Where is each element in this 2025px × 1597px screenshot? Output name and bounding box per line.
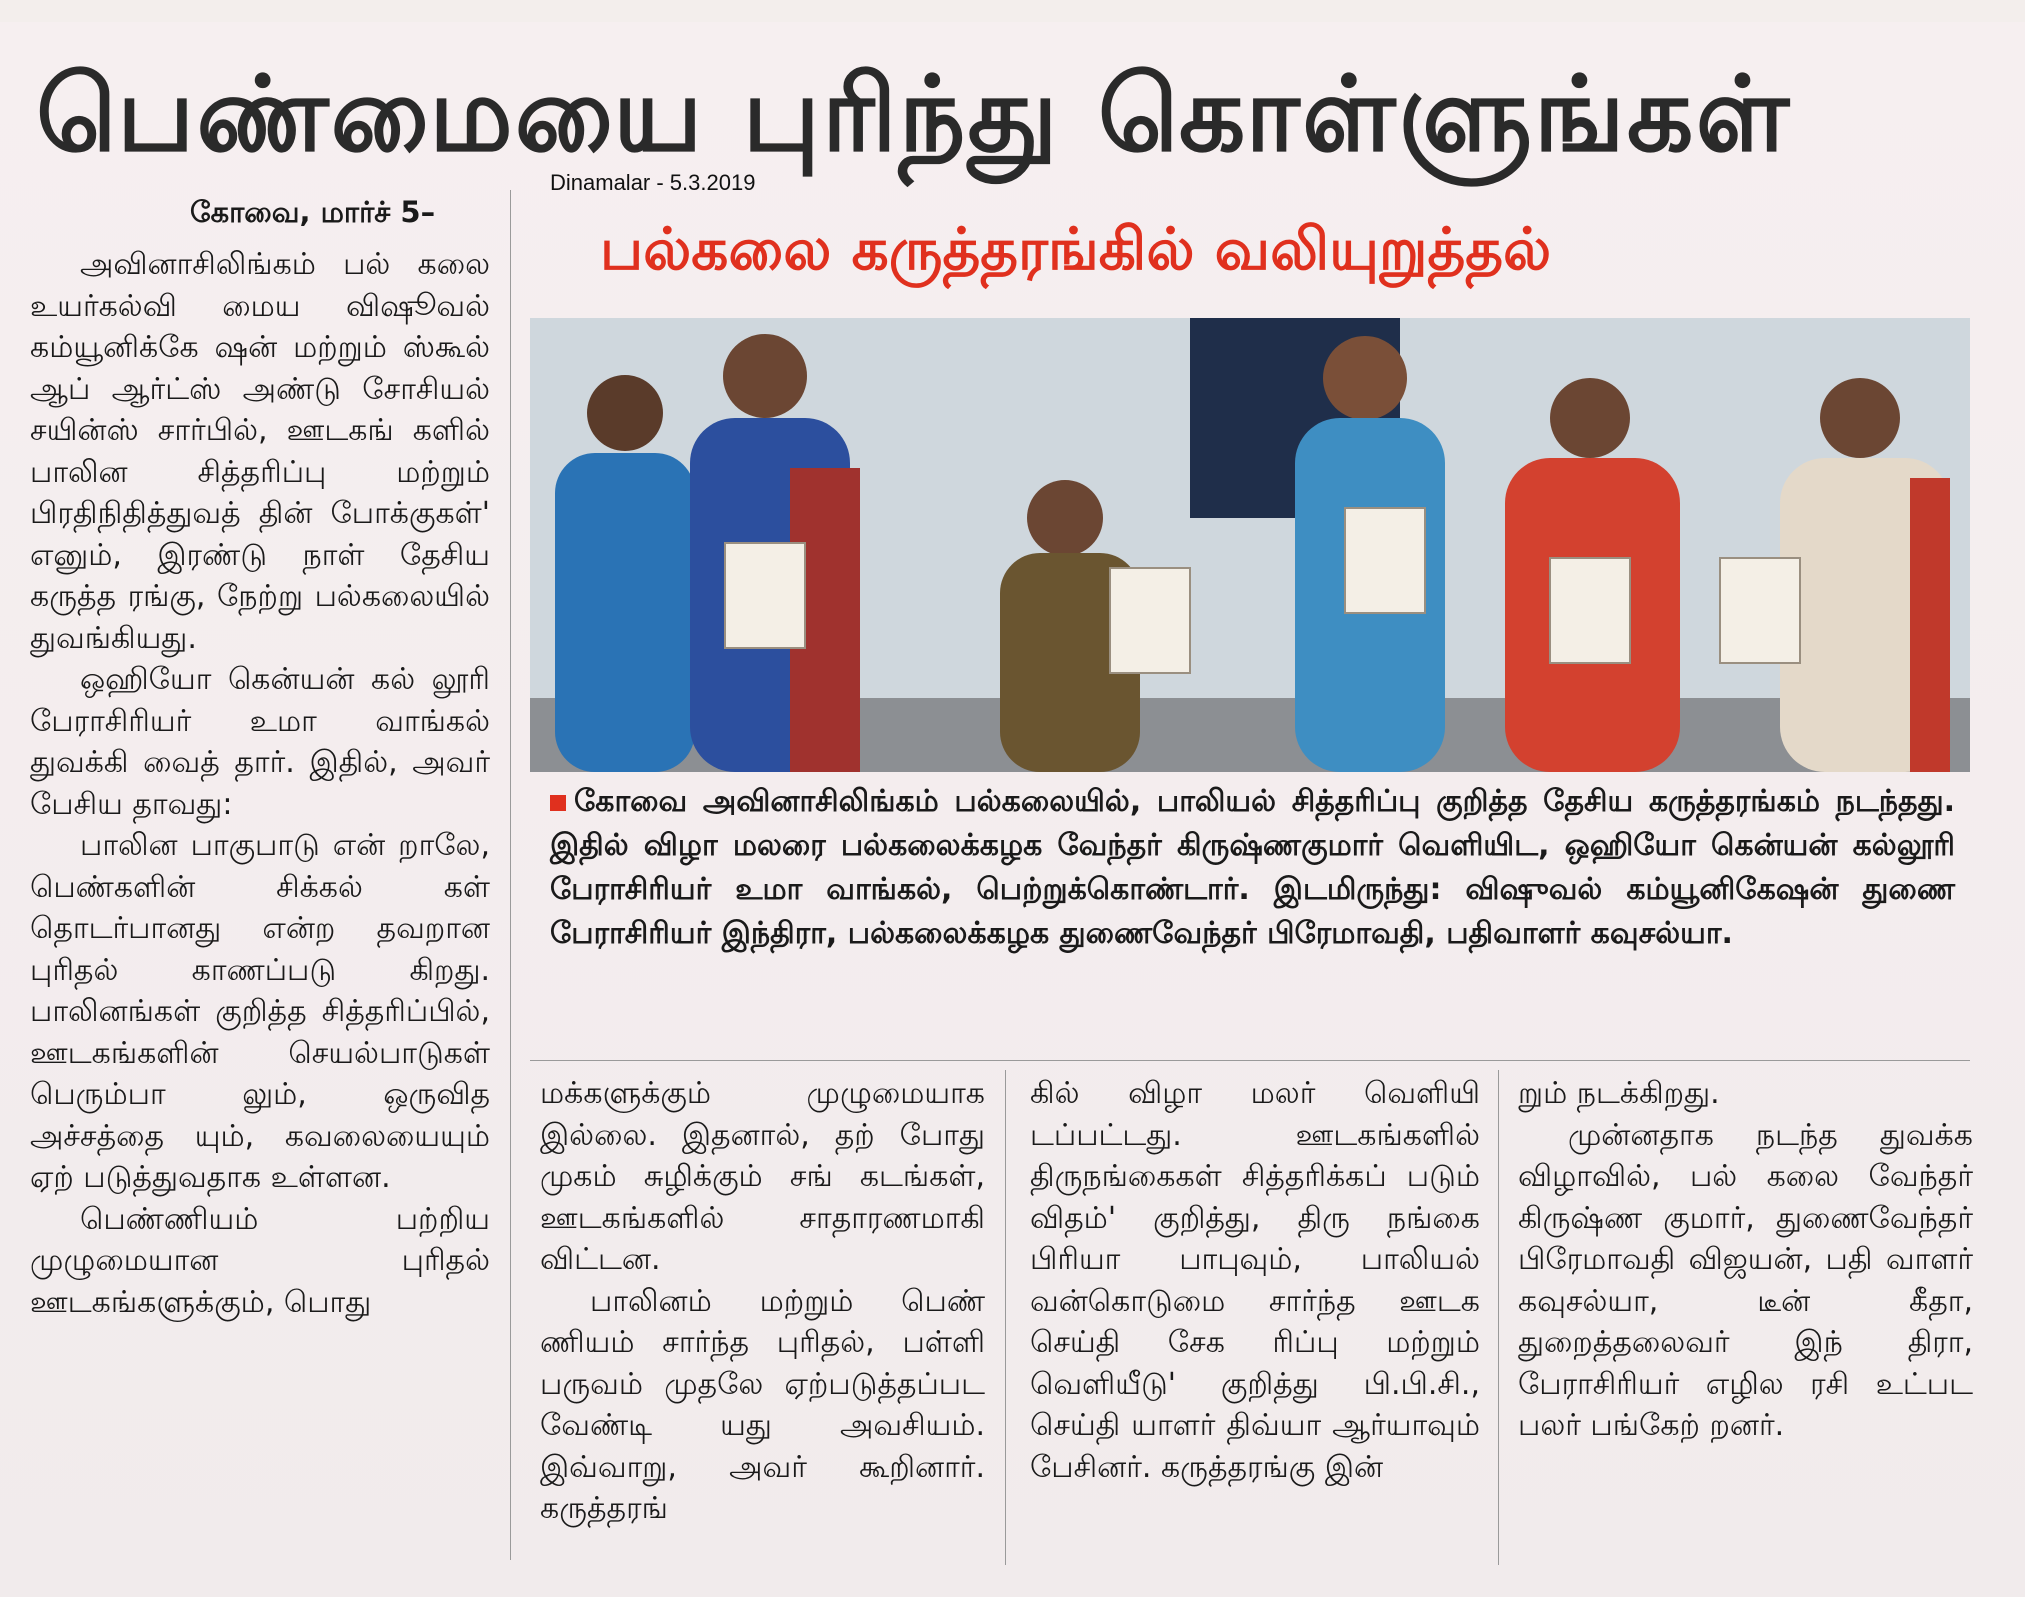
paragraph: அவினாசிலிங்கம் பல் கலை உயர்கல்வி மைய விஷூவல் கம்யூனிக்கே ஷன் மற்றும் ஸ்கூல் ஆப் ஆர்ட்ஸ் அண்டு சோசியல் சயின்ஸ் சார்பில், ஊடகங் களில் பாலின சித்தரிப்பு மற்றும் பிரதிநிதித்துவத் தின் போக்குகள்' எனும், இரண்டு நாள் தேசிய கருத்த ரங்கு, நேற்று பல்கலையில் துவங்கியது. bbox=[30, 247, 490, 656]
column-divider bbox=[510, 190, 511, 1560]
dateline: கோவை, மார்ச் 5– bbox=[190, 195, 436, 229]
event-photo bbox=[530, 318, 1970, 772]
headline: பெண்மையை புரிந்து கொள்ளுங்கள் bbox=[36, 53, 1792, 175]
column-divider bbox=[1005, 1070, 1006, 1565]
subheadline: பல்கலை கருத்தரங்கில் வலியுறுத்தல் bbox=[600, 215, 1552, 283]
column-divider bbox=[1498, 1070, 1499, 1565]
article-column-1 bbox=[30, 244, 490, 1564]
photo-caption bbox=[550, 780, 1955, 956]
paragraph: மக்களுக்கும் முழுமையாக இல்லை. இதனால், தற் போது முகம் சுழிக்கும் சங் கடங்கள், ஊடகங்களில் சாதாரணமாகி விட்டன. bbox=[540, 1076, 985, 1277]
article-column-2 bbox=[540, 1073, 985, 1565]
paragraph: பாலினம் மற்றும் பெண் ணியம் சார்ந்த புரிதல், பள்ளி பருவம் முதலே ஏற்படுத்தப்பட வேண்டி யது அவசியம். இவ்வாறு, அவர் கூறினார். கருத்தரங் bbox=[540, 1283, 985, 1526]
article-column-4 bbox=[1518, 1073, 1973, 1565]
paragraph: கில் விழா மலர் வெளியி டப்பட்டது. ஊடகங்களில் திருநங்கைகள் சித்தரிக்கப் படும் விதம்' குறித்து, திரு நங்கை பிரியா பாபுவும், பாலியல் வன்கொடுமை சார்ந்த ஊடக செய்தி சேக ரிப்பு மற்றும் வெளியீடு' குறித்து பி.பி.சி., செய்தி யாளர் திவ்யா ஆர்யாவும் பேசினர். கருத்தரங்கு இன் bbox=[1030, 1076, 1480, 1485]
paragraph: பாலின பாகுபாடு என் றாலே, பெண்களின் சிக்கல் கள் தொடர்பானது என்ற தவறான புரிதல் காணப்படு கிறது. பாலினங்கள் குறித்த சித்தரிப்பில், ஊடகங்களின் செயல்பாடுகள் பெரும்பா லும், ஒருவித அச்சத்தை யும், கவலையையும் ஏற் படுத்துவதாக உள்ளன. bbox=[30, 828, 490, 1195]
paragraph: பெண்ணியம் பற்றிய முழுமையான புரிதல் ஊடகங்களுக்கும், பொது bbox=[30, 1201, 490, 1320]
photo-illustration bbox=[530, 318, 1970, 772]
paragraph: றும் நடக்கிறது. bbox=[1518, 1076, 1720, 1111]
caption-marker-icon bbox=[550, 795, 566, 811]
paragraph: ஒஹியோ கென்யன் கல் லூரி பேராசிரியர் உமா வாங்கல் துவக்கி வைத் தார். இதில், அவர் பேசிய தாவது: bbox=[30, 662, 490, 822]
caption-text: கோவை அவினாசிலிங்கம் பல்கலையில், பாலியல் சித்தரிப்பு குறித்த தேசிய கருத்தரங்கம் நடந்தது. இதில் விழா மலரை பல்கலைக்கழக வேந்தர் கிருஷ்ணகுமார் வெளியிட, ஒஹியோ கென்யன் கல்லூரி பேராசிரியர் உமா வாங்கல், பெற்றுக்கொண்டார். இடமிருந்து: விஷுவல் கம்யூனிகேஷன் துணை பேராசிரியர் இந்திரா, பல்கலைக்கழக துணைவேந்தர் பிரேமாவதி, பதிவாளர் கவுசல்யா. bbox=[550, 784, 1955, 951]
article-column-3 bbox=[1030, 1073, 1480, 1565]
section-divider bbox=[530, 1060, 1970, 1061]
paragraph: முன்னதாக நடந்த துவக்க விழாவில், பல் கலை வேந்தர் கிருஷ்ண குமார், துணைவேந்தர் பிரேமாவதி விஜயன், பதி வாளர் கவுசல்யா, டீன் கீதா, துறைத்தலைவர் இந் திரா, பேராசிரியர் எழில ரசி உட்பட பலர் பங்கேற் றனர். bbox=[1518, 1117, 1973, 1443]
source-note: Dinamalar - 5.3.2019 bbox=[550, 170, 756, 195]
